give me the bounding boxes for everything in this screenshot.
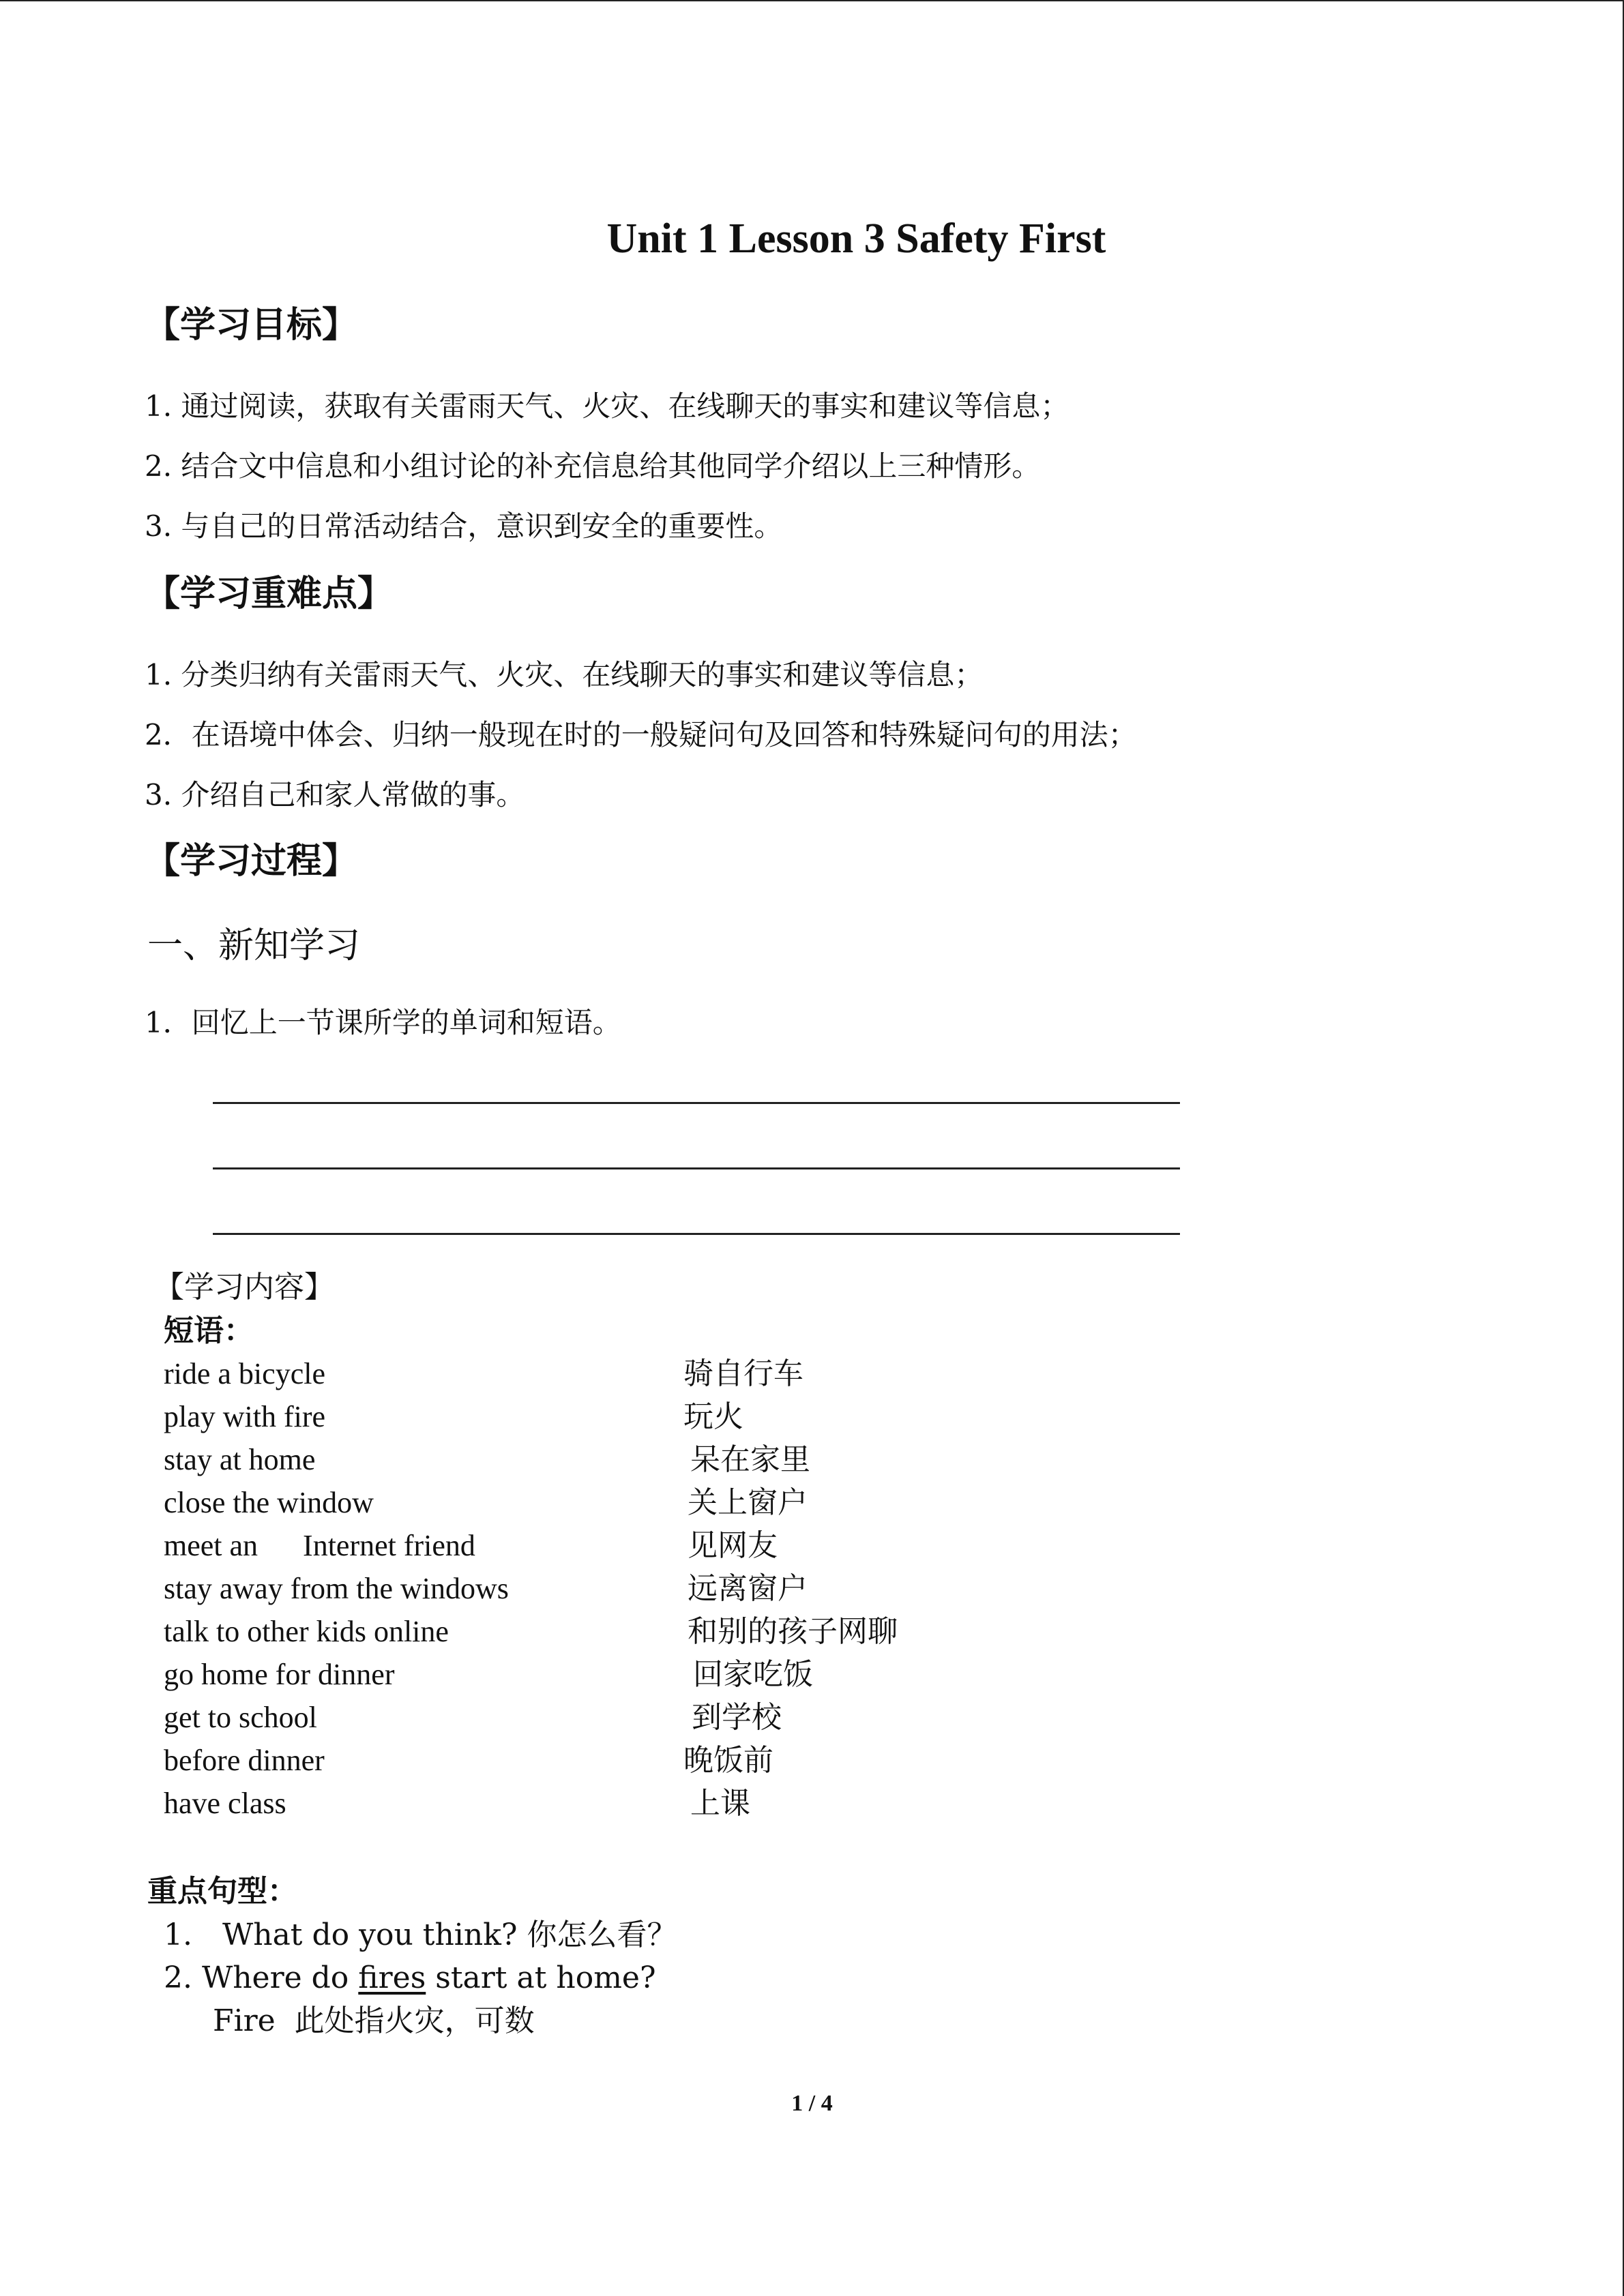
key-point-item-1: 1. 分类归纳有关雷雨天气、火灾、在线聊天的事实和建议等信息； bbox=[145, 658, 984, 691]
phrase-en: before dinner bbox=[164, 1744, 325, 1777]
phrases-label: 短语： bbox=[164, 1313, 254, 1348]
sentence-2-underlined-word: fires bbox=[358, 1960, 426, 1995]
sentence-2-note: Fire 此处指火灾，可数 bbox=[213, 2003, 535, 2038]
answer-line-3[interactable] bbox=[213, 1233, 1180, 1235]
part1-heading: 一、新知学习 bbox=[147, 925, 361, 966]
page-title: Unit 1 Lesson 3 Safety First bbox=[606, 215, 1106, 262]
phrase-cn: 玩火 bbox=[683, 1399, 743, 1434]
page-number: 1 / 4 bbox=[791, 2091, 833, 2116]
phrase-cn: 见网友 bbox=[688, 1528, 778, 1563]
sentence-2 bbox=[164, 1958, 656, 1999]
task1-instruction: 1．回忆上一节课所学的单词和短语。 bbox=[145, 1006, 621, 1039]
process-heading: 【学习过程】 bbox=[145, 841, 358, 882]
phrase-en: go home for dinner bbox=[164, 1658, 395, 1691]
phrase-en: stay away from the windows bbox=[164, 1572, 509, 1605]
key-point-item-3: 3. 介绍自己和家人常做的事。 bbox=[145, 778, 525, 811]
phrase-en: ride a bicycle bbox=[164, 1357, 325, 1390]
phrase-cn: 呆在家里 bbox=[690, 1442, 810, 1477]
objective-item-2: 2. 结合文中信息和小组讨论的补充信息给其他同学介绍以上三种情形。 bbox=[145, 449, 1041, 483]
key-point-item-2: 2．在语境中体会、归纳一般现在时的一般疑问句及回答和特殊疑问句的用法； bbox=[145, 718, 1137, 751]
content-heading: 【学习内容】 bbox=[154, 1270, 334, 1304]
objective-item-1: 1. 通过阅读，获取有关雷雨天气、火灾、在线聊天的事实和建议等信息； bbox=[145, 389, 1069, 423]
sentence-1-text: What do you think? 你怎么看？ bbox=[222, 1918, 677, 1952]
key-points-heading: 【学习重难点】 bbox=[145, 573, 394, 614]
phrase-en: get to school bbox=[164, 1701, 317, 1734]
phrase-cn: 和别的孩子网聊 bbox=[688, 1614, 898, 1649]
phrase-en: stay at home bbox=[164, 1443, 316, 1476]
phrase-cn: 回家吃饭 bbox=[693, 1657, 813, 1692]
phrase-en: play with fire bbox=[164, 1400, 326, 1433]
phrase-cn: 到学校 bbox=[692, 1700, 782, 1735]
phrase-en: have class bbox=[164, 1787, 286, 1820]
answer-line-2[interactable] bbox=[213, 1167, 1180, 1169]
sentence-2-pre: 2. Where do bbox=[164, 1960, 359, 1995]
phrase-cn: 远离窗户 bbox=[688, 1571, 808, 1606]
phrase-en: talk to other kids online bbox=[164, 1615, 449, 1648]
phrase-en: close the window bbox=[164, 1486, 374, 1519]
objective-item-3: 3. 与自己的日常活动结合，意识到安全的重要性。 bbox=[145, 509, 783, 543]
phrase-en: meet an Internet friend bbox=[164, 1529, 475, 1562]
phrase-cn: 上课 bbox=[690, 1786, 750, 1821]
objectives-heading: 【学习目标】 bbox=[145, 305, 358, 346]
phrase-cn: 骑自行车 bbox=[683, 1356, 803, 1391]
sentence-1-number: 1. bbox=[164, 1918, 192, 1952]
phrase-cn: 晚饭前 bbox=[683, 1743, 773, 1778]
key-sentences-label: 重点句型： bbox=[147, 1874, 297, 1909]
answer-line-1[interactable] bbox=[213, 1102, 1180, 1104]
phrase-cn: 关上窗户 bbox=[688, 1485, 808, 1520]
sentence-2-post: start at home? bbox=[426, 1960, 656, 1995]
